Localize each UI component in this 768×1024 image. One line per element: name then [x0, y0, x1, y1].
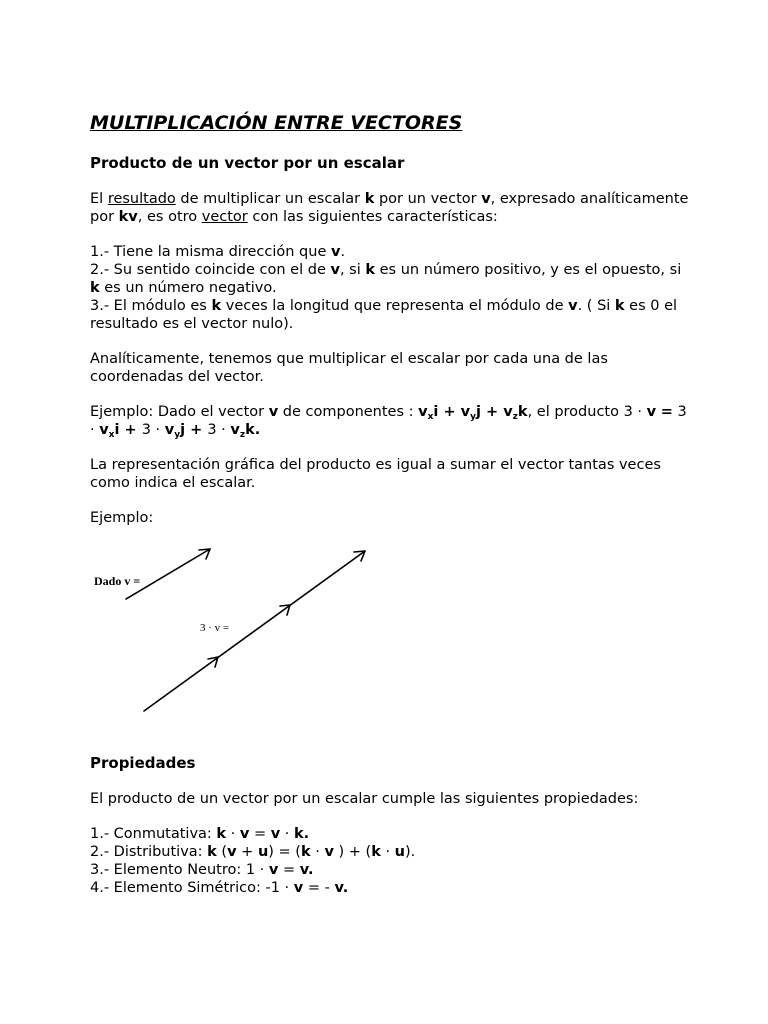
property-1: 1.- Conmutativa: k · v = v · k.: [90, 826, 310, 842]
vector-figure: [90, 539, 690, 739]
example-paragraph: Ejemplo: Dado el vector v de componentes : $v_xi + v_yj + v_zk$, el producto $3 \cdot v = 3 \cdot v_xi + 3 \cdot v_yj + 3 \cdot v_zk$.: [90, 404, 687, 440]
vector-diagram: [90, 539, 690, 739]
characteristic-1: 1.- Tiene la misma dirección que v.: [90, 244, 346, 260]
section-heading-scalar-product: Producto de un vector por un escalar: [90, 154, 405, 172]
property-3: 3.- Elemento Neutro: 1 · v = v.: [90, 862, 314, 878]
analytic-paragraph: Analíticamente, tenemos que multiplicar el escalar por cada una de las coordenadas del vector.: [90, 351, 608, 385]
link-vector[interactable]: vector: [201, 209, 248, 225]
intro-paragraph: El resultado de multiplicar un escalar k por un vector v, expresado analíticamente por kv, es otro vector con las siguientes características:: [90, 191, 689, 225]
properties-intro: El producto de un vector por un escalar cumple las siguientes propiedades:: [90, 791, 639, 807]
example-label: Ejemplo:: [90, 510, 154, 526]
section-heading-properties: Propiedades: [90, 754, 196, 772]
graphic-paragraph: La representación gráfica del producto es igual a sumar el vector tantas veces como indica el escalar.: [90, 457, 661, 491]
label-triple-vector: 3 · v =: [200, 622, 230, 634]
property-2: 2.- Distributiva: k (v + u) = (k · v ) + (k · u).: [90, 844, 416, 860]
characteristic-3: 3.- El módulo es k veces la longitud que representa el módulo de v. ( Si k es 0 el resultado es el vector nulo).: [90, 298, 678, 332]
document-content: [90, 110, 690, 897]
page-title: MULTIPLICACIÓN ENTRE VECTORES: [90, 112, 463, 134]
property-4: 4.- Elemento Simétrico: -1 · v = - v.: [90, 880, 349, 896]
link-resultado[interactable]: resultado: [107, 191, 176, 207]
vector-3v-line: [144, 551, 365, 711]
label-given-vector: Dado v =: [94, 574, 141, 588]
characteristic-2: 2.- Su sentido coincide con el de v, si k es un número positivo, y es el opuesto, si k es un número negativo.: [90, 262, 682, 296]
